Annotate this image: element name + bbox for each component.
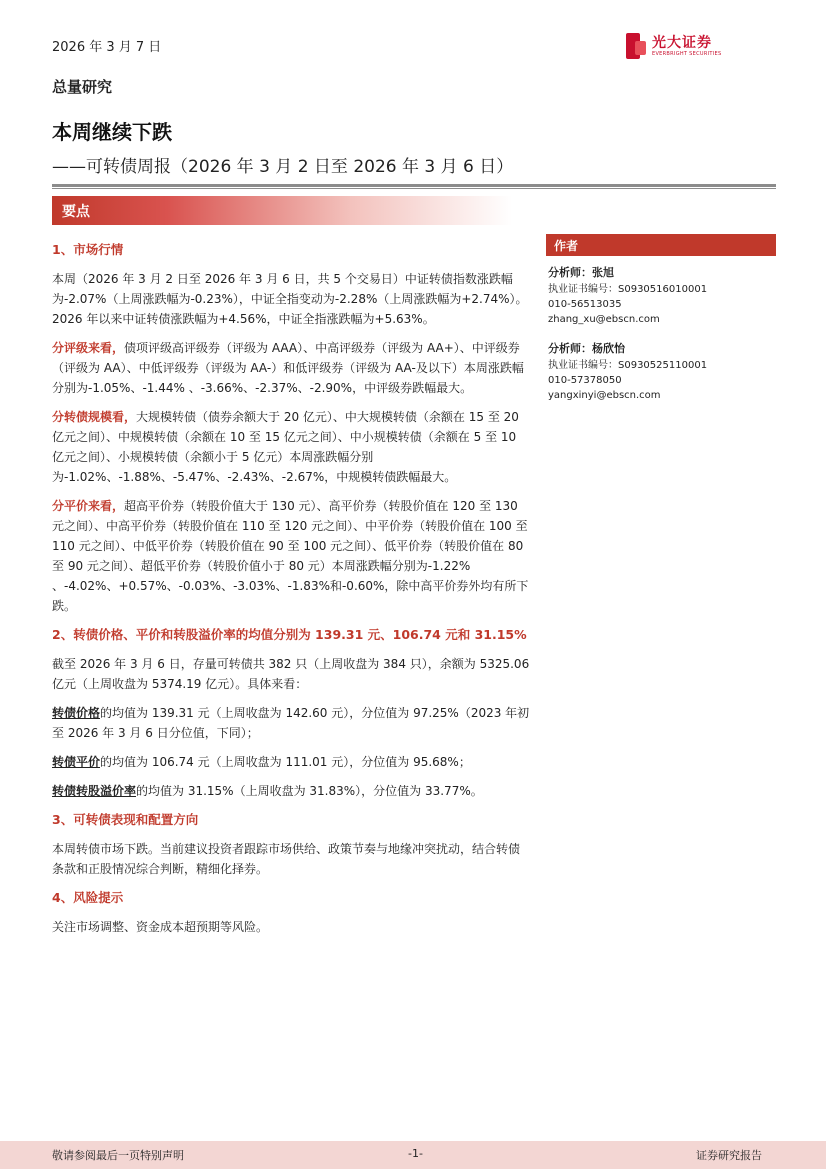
logo-name-cn: 光大证券	[652, 34, 712, 51]
title-divider	[52, 184, 776, 187]
report-title: 本周继续下跌	[52, 120, 172, 144]
report-category: 总量研究	[52, 78, 113, 96]
paragraph-stock-count: 截至 2026 年 3 月 6 日，存量可转债共 382 只（上周收盘为 384 只），余额为 5325.06 亿元（上周收盘为 5374.19 亿元）。具体来看：	[52, 657, 530, 691]
section-title-allocation: 3、可转债表现和配置方向	[52, 812, 199, 827]
analyst-name: 分析师：杨欣怡	[548, 342, 625, 355]
analyst-email[interactable]: zhang_xu@ebscn.com	[548, 314, 660, 325]
logo-mark-icon	[626, 33, 646, 59]
paragraph-risk: 关注市场调整、资金成本超预期等风险。	[52, 920, 269, 934]
text-by-rating: 债项评级高评级券（评级为 AAA）、中高评级券（评级为 AA+）、中评级券（评级为 AA）、中低评级券（评级为 AA-）和低评级券（评级为 AA-及以下）本周涨跌幅分别为-1.05%、-1.44% 、-3.66%、-2.37%、-2.90%，中评级券跌幅最大。	[52, 341, 524, 395]
text-price: 的均值为 139.31 元（上周收盘为 142.60 元），分位值为 97.25%（2023 年初至 2026 年 3 月 6 日分位值，下同）；	[52, 706, 530, 740]
main-content	[52, 240, 530, 946]
page-number: -1-	[408, 1147, 423, 1160]
lead-by-rating: 分评级来看，	[52, 341, 125, 355]
report-date: 2026 年 3 月 7 日	[52, 40, 162, 55]
keypoints-banner	[52, 196, 512, 225]
section-title-market: 1、市场行情	[52, 242, 124, 257]
paragraph-premium	[52, 781, 530, 801]
lead-by-parity: 分平价来看，	[52, 499, 125, 513]
paragraph-market-overview: 本周（2026 年 3 月 2 日至 2026 年 3 月 6 日，共 5 个交易日）中证转债指数涨跌幅为-2.07%（上周涨跌幅为-0.23%），中证全指变动为-2.28%（上周涨跌幅为+2.74%）。2026 年以来中证转债涨跌幅为+4.56%，中证全指涨跌幅为+5.63%。	[52, 272, 528, 326]
section-title-risk: 4、风险提示	[52, 890, 124, 905]
analyst-card	[548, 264, 707, 327]
author-label: 作者	[554, 239, 579, 253]
lead-price: 转债价格	[52, 706, 101, 720]
author-banner	[546, 234, 776, 256]
lead-premium: 转债转股溢价率	[52, 784, 137, 798]
report-subtitle: ——可转债周报（2026 年 3 月 2 日至 2026 年 3 月 6 日）	[52, 157, 514, 177]
analyst-card	[548, 340, 707, 403]
analyst-email[interactable]: yangxinyi@ebscn.com	[548, 390, 661, 401]
analyst-phone: 010-56513035	[548, 299, 622, 310]
analyst-cert: 执业证书编号：S0930516010001	[548, 284, 708, 295]
text-parity: 的均值为 106.74 元（上周收盘为 111.01 元），分位值为 95.68%；	[100, 755, 471, 769]
text-premium: 的均值为 31.15%（上周收盘为 31.83%），分位值为 33.77%。	[136, 784, 483, 798]
text-by-size: 大规模转债（债券余额大于 20 亿元）、中大规模转债（余额在 15 至 20 亿元之间）、中规模转债（余额在 10 至 15 亿元之间）、中小规模转债（余额在 5 至 10 亿元之间）、小规模转债（余额小于 5 亿元）本周涨跌幅分别为-1.02%、-1.88%、-5.47%、-2.43%、-2.67%，中规模转债跌幅最大。	[52, 410, 519, 484]
footer-disclaimer: 敬请参阅最后一页特别声明	[52, 1149, 184, 1162]
paragraph-by-rating	[52, 338, 530, 398]
company-logo	[626, 33, 721, 59]
lead-parity: 转债平价	[52, 755, 101, 769]
analyst-name: 分析师：张旭	[548, 266, 614, 279]
footer-report-type: 证券研究报告	[696, 1149, 762, 1162]
paragraph-allocation: 本周转债市场下跌。当前建议投资者跟踪市场供给、政策节奏与地缘冲突扰动，结合转债条款和正股情况综合判断，精细化择券。	[52, 842, 521, 876]
keypoints-label: 要点	[62, 204, 90, 220]
lead-by-size: 分转债规模看，	[52, 410, 137, 424]
paragraph-price	[52, 703, 530, 743]
text-by-parity: 超高平价券（转股价值大于 130 元）、高平价券（转股价值在 120 至 130 元之间）、中高平价券（转股价值在 110 至 120 元之间）、中平价券（转股价值在 100 至 110 元之间）、中低平价券（转股价值在 90 至 100 元之间）、低平价券（转股价值在 80 至 90 元之间）、超低平价券（转股价值小于 80 元）本周涨跌幅分别为-1.22% 、-4.02%、+0.57%、-0.03%、-3.03%、-1.83%和-0.60%，除中高平价券外均有所下跌。	[52, 499, 529, 613]
paragraph-parity	[52, 752, 530, 772]
paragraph-by-size	[52, 407, 530, 487]
title-divider-thin	[52, 188, 776, 189]
paragraph-by-parity	[52, 496, 530, 616]
section-title-valuation: 2、转债价格、平价和转股溢价率的均值分别为 139.31 元、106.74 元和 31.15%	[52, 627, 527, 642]
analyst-phone: 010-57378050	[548, 375, 622, 386]
analyst-cert: 执业证书编号：S0930525110001	[548, 360, 708, 371]
logo-name-en: EVERBRIGHT SECURITIES	[652, 50, 722, 57]
